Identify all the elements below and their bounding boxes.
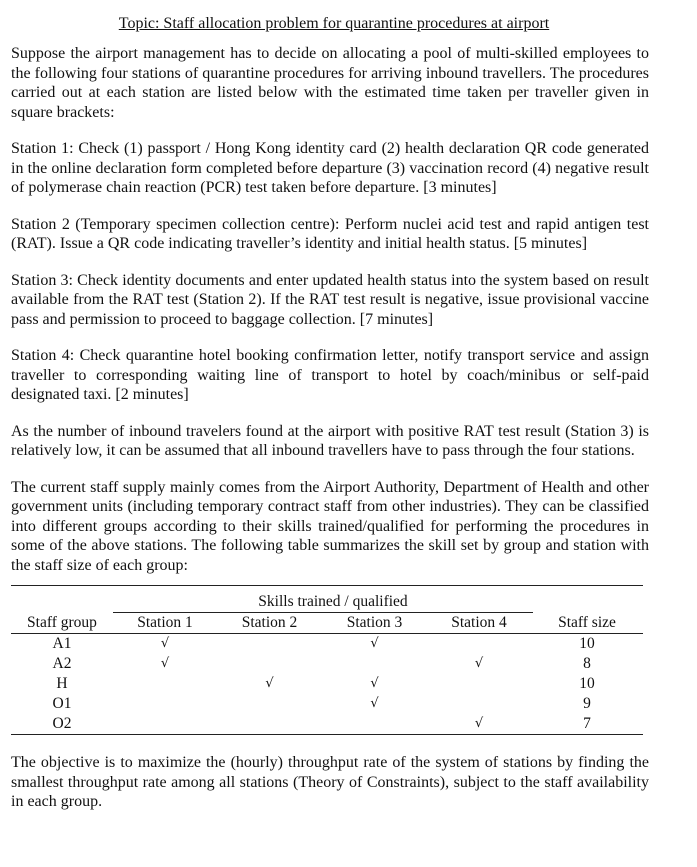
- cell-staff-size: 10: [579, 675, 595, 692]
- cell-station-3: √: [370, 676, 379, 691]
- skills-group-header: Skills trained / qualified: [258, 593, 408, 610]
- cell-station-1: [113, 674, 217, 694]
- skills-table: [11, 585, 643, 735]
- skills-table-wrapper: [11, 585, 643, 735]
- cell-station-1: √: [160, 656, 170, 671]
- header-staff-size: Staff size: [531, 613, 643, 634]
- cell-station-4: √: [474, 656, 484, 671]
- cell-staff-size: 8: [583, 655, 591, 672]
- cell-group: A2: [52, 655, 72, 672]
- station-1-paragraph: Station 1: Check (1) passport / Hong Kong identity card (2) health declaration QR code generated in the online declaration form completed before departure (3) vaccination record (4) negative result of polymerase chain reaction (PCR) test taken before departure. [3 minutes]: [11, 140, 649, 196]
- table-row: [11, 634, 643, 655]
- staff-supply-paragraph: The current staff supply mainly comes from the Airport Authority, Department of Health and other government units (including temporary contract staff from other industries). They can be classified into different groups according to their skills trained/qualified for performing the procedures in some of the above stations. The following table summarizes the skill set by group and station with the staff size of each group:: [11, 478, 649, 574]
- cell-station-1: [113, 714, 217, 735]
- assumption-paragraph: As the number of inbound travelers found at the airport with positive RAT test result (Station 3) is relatively low, it can be assumed that all inbound travellers have to pass through the four stations.: [11, 422, 649, 459]
- cell-staff-size: 7: [531, 714, 643, 735]
- table-row: [11, 694, 643, 714]
- cell-group: A1: [52, 635, 72, 652]
- table-row: [11, 654, 643, 674]
- cell-station-3: √: [370, 636, 379, 651]
- station-4-paragraph: Station 4: Check quarantine hotel booking confirmation letter, notify transport service and assign traveller to corresponding waiting line of transport to hotel by coach/minibus or self-paid designated taxi. [2 minutes]: [11, 347, 649, 403]
- table-group-header-row: [11, 592, 643, 613]
- cell-station-4: [427, 694, 531, 714]
- cell-station-2: [217, 714, 322, 735]
- table-header-row: [11, 613, 643, 634]
- cell-station-2: [217, 694, 322, 714]
- cell-group: O2: [11, 714, 113, 735]
- header-station-4: Station 4: [427, 613, 531, 634]
- cell-station-2: √: [265, 676, 274, 691]
- cell-station-4: √: [427, 714, 531, 735]
- table-row: [11, 714, 643, 735]
- cell-station-2: [217, 654, 322, 674]
- cell-station-3: [322, 714, 427, 735]
- station-3-paragraph: Station 3: Check identity documents and enter updated health status into the system based on result available from the RAT test (Station 2). If the RAT test result is negative, issue provisional vaccine pass and permission to proceed to baggage collection. [7 minutes]: [11, 271, 649, 328]
- cell-station-4: [427, 674, 531, 694]
- header-station-2: Station 2: [217, 613, 322, 634]
- cell-staff-size: 9: [583, 695, 591, 712]
- table-row: [11, 674, 643, 694]
- cell-station-1: √: [160, 636, 170, 651]
- cell-group: H: [56, 675, 68, 692]
- cell-station-4: [427, 634, 531, 655]
- cell-station-2: [217, 634, 322, 655]
- header-station-3: Station 3: [322, 613, 427, 634]
- cell-station-3: [322, 654, 427, 674]
- header-staff-group: Staff group: [11, 613, 113, 634]
- intro-paragraph: Suppose the airport management has to decide on allocating a pool of multi-skilled employees to the following four stations of quarantine procedures for arriving inbound travellers. The procedures carried out at each station are listed below with the estimated time taken per traveller given in square brackets:: [11, 45, 649, 121]
- station-2-paragraph: Station 2 (Temporary specimen collection centre): Perform nuclei acid test and rapid antigen test (RAT). Issue a QR code indicating traveller’s identity and initial health status. [5 minutes]: [11, 215, 649, 252]
- cell-staff-size: 10: [579, 635, 595, 652]
- cell-group: O1: [52, 695, 72, 712]
- cell-station-1: [113, 694, 217, 714]
- cell-station-3: √: [370, 696, 379, 711]
- objective-paragraph: The objective is to maximize the (hourly) throughput rate of the system of stations by finding the smallest throughput rate among all stations (Theory of Constraints), subject to the staff availability in each group.: [11, 754, 649, 810]
- page-title: Topic: Staff allocation problem for quarantine procedures at airport: [118, 15, 550, 32]
- header-station-1: Station 1: [113, 613, 217, 634]
